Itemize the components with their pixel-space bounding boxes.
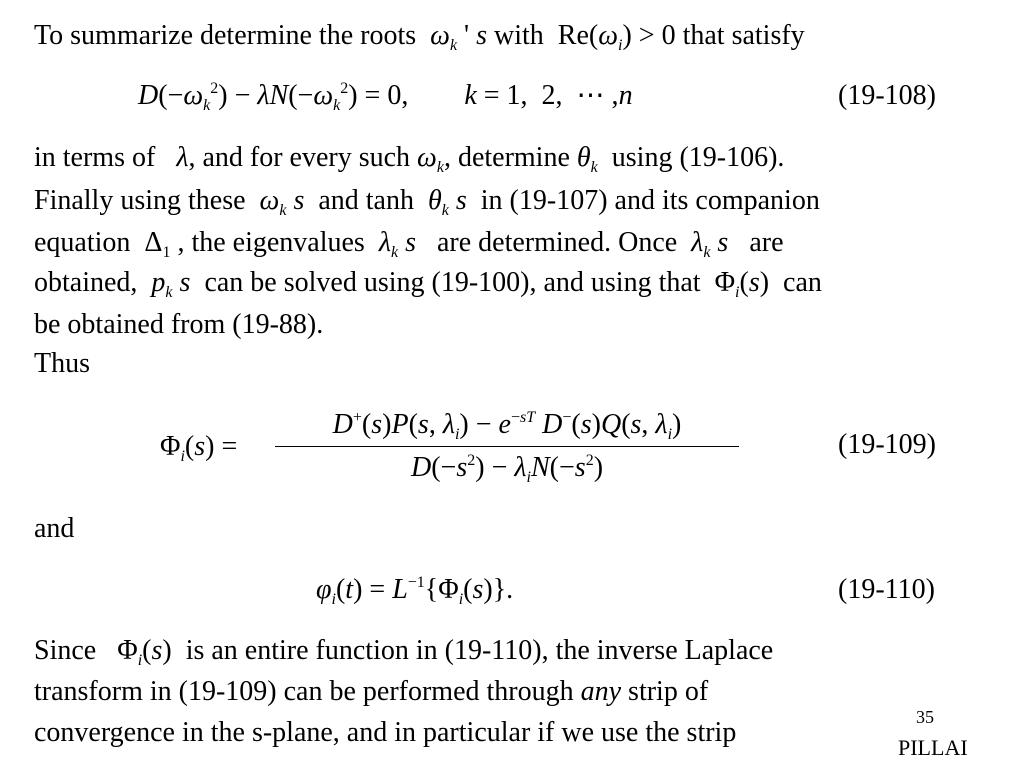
- equation-number-110: (19-110): [838, 574, 935, 605]
- text-determine: , determine: [443, 142, 570, 173]
- equation-number-109: (19-109): [838, 429, 936, 460]
- math-theta-k: $\theta_k$: [576, 142, 598, 176]
- text-equation: equation: [34, 227, 131, 258]
- text-and: and: [318, 185, 359, 216]
- text-with: with: [494, 20, 544, 51]
- paragraph-3-line-1: [34, 634, 773, 668]
- equation-19-110: $\varphi_i(t) = L^{-1}\{\Phi_i(s)\}$.: [316, 574, 514, 608]
- author-footer: PILLAI: [898, 735, 968, 760]
- text-every-such: and for every such: [202, 142, 411, 173]
- text-tanh: tanh: [365, 185, 414, 216]
- paragraph-2-line-1: [34, 141, 784, 175]
- text-in-19-107: in (19-107) and its companion: [480, 185, 820, 216]
- text-can-be-solved: can be solved using (19-100), and using that: [204, 267, 701, 298]
- text-summarize: To summarize determine the roots: [34, 20, 417, 51]
- paragraph-2-line-4: [34, 266, 822, 300]
- math-lambda: λ,: [162, 142, 196, 173]
- text-thus: Thus: [34, 348, 90, 379]
- equation-19-109-denominator: $D(-s^2) - \lambda_iN(-s^2)$: [410, 452, 604, 486]
- math-omega-k: $\omega_k$: [417, 142, 444, 176]
- math-phi-i-s-2: $\Phi_i(s)$: [103, 635, 172, 669]
- math-p-k-s: $p_k$ s: [144, 267, 191, 301]
- equation-19-109-numerator: D+(s)P(s, $\lambda_i) - e^{-sT}$ D−(s)Q(s, $\lambda_i$): [332, 409, 682, 443]
- text-can: can: [783, 267, 822, 298]
- page-number: 35: [916, 707, 934, 727]
- paragraph-2-line-5: be obtained from (19-88).: [34, 309, 324, 340]
- text-transform: transform in (19-109) can be performed through: [34, 676, 574, 707]
- math-lambda-k-s: $\lambda_k$ s: [371, 227, 416, 261]
- text-obtained: obtained,: [34, 267, 138, 298]
- text-any-emphasis: any: [580, 676, 622, 707]
- text-entire-function: is an entire function in (19-110), the inverse Laplace: [185, 635, 774, 666]
- text-and-connector: and: [34, 513, 75, 544]
- text-since: Since: [34, 635, 97, 666]
- math-omega-k-s-2: $\omega_k$ s: [252, 185, 305, 219]
- paragraph-3-line-3: convergence in the s-plane, and in particular if we use the strip: [34, 717, 737, 748]
- equation-19-109-lhs: $\Phi_i(s)$ =: [160, 431, 238, 465]
- math-theta-k-s: $\theta_k$ s: [421, 185, 467, 219]
- math-delta-1: $\Delta_1$: [137, 227, 171, 261]
- math-omega-k-s: $\omega_k$ ' s: [423, 20, 487, 54]
- paragraph-1-line-1: [34, 19, 805, 53]
- equation-19-109-fraction: [275, 408, 739, 485]
- paragraph-2-line-2: [34, 184, 820, 218]
- math-re-omega: $Re(\omega_i) > 0$: [550, 20, 676, 54]
- text-strip-of: strip of: [628, 676, 709, 707]
- math-lambda-k-s-2: $\lambda_k$ s: [684, 227, 729, 261]
- text-using-19-106: using (19-106).: [611, 142, 785, 173]
- text-the-eigenvalues: , the eigenvalues: [177, 227, 365, 258]
- text-are-determined: are determined. Once: [436, 227, 678, 258]
- math-phi-i-s: $\Phi_i(s)$: [707, 267, 770, 301]
- text-in-terms-of: in terms of: [34, 142, 156, 173]
- paragraph-3-line-2: [34, 675, 708, 709]
- fraction-bar: [275, 446, 739, 447]
- text-that-satisfy: that satisfy: [682, 20, 805, 51]
- equation-19-108: $D(-\omega_k^2) - \lambda N(-\omega_k^2) = 0$, k = 1, 2, ⋯ ,n: [138, 80, 633, 114]
- text-finally-using: Finally using these: [34, 185, 246, 216]
- text-are: are: [749, 227, 784, 258]
- equation-number-108: (19-108): [838, 80, 936, 111]
- paragraph-2-line-3: [34, 226, 784, 260]
